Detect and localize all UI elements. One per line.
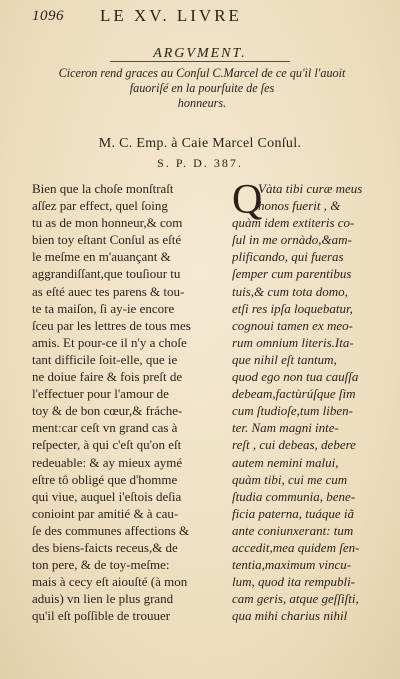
latin-line: reſt , cui debeas, debere [232,437,356,453]
french-line: qui viue, auquel i'eſtois deſia [32,488,182,504]
argument-line: honneurs. [177,96,227,110]
latin-line: cam geris, atque geſſiſti, [232,591,359,607]
latin-line: ante coniunxerant: tum [232,522,354,538]
french-line: amis. Et pour-ce il n'y a choſe [32,334,187,350]
french-line: Bien que la choſe monſtraſt [32,181,174,196]
latin-line: accedit,mea quidem ſen- [232,539,360,555]
heading-rule [110,61,290,62]
latin-line: ſemper cum parentibus [232,266,352,282]
latin-line: debeam,factùrúſque ſim [232,386,356,402]
french-line: ſe des communes affections & [32,522,190,538]
argument-line: Ciceron rend graces au Conſul C.Marcel de ce qu'il l'auoit [58,66,346,80]
running-head: LE XV. LIVRE [100,6,242,25]
french-line: eſtre tô obligé que d'homme [32,471,178,487]
latin-line: cum ſtudioſe,tum liben- [232,403,353,419]
french-line: redeuable: & ay mieux aymé [32,454,183,470]
latin-line: quod ego non tua cauſſa [232,369,359,385]
french-line: aduis) vn lien le plus grand [32,591,174,607]
french-line: conioint par amitié & à cau- [32,505,179,521]
french-line: te ta maiſon, ſi ay-ie encore [32,300,175,316]
latin-line: lum, quod ita rempubli- [232,574,356,590]
letter-address: M. C. Emp. à Caie Marcel Conſul. [98,136,302,151]
latin-line: tentia,maximum vincu- [232,557,352,573]
latin-line: ſtudia communia, bene- [232,488,356,504]
latin-line: cognoui tamen ex meo- [232,317,353,333]
letter-salutation: S. P. D. 387. [157,156,243,170]
latin-line: plificando, qui fueras [232,249,344,265]
latin-line: etſi res ipſa loquebatur, [232,300,353,316]
latin-line: ficia paterna, tuáque iã [232,505,355,521]
latin-line: qua mihi charius nihil [232,608,348,624]
french-line: bien toy eſtant Conſul as eſté [32,232,182,248]
french-column [32,180,228,624]
french-line: ment:car ceſt vn grand cas à [32,420,178,436]
french-line: aggrandiſſant,que touſiour tu [32,266,181,282]
latin-line: quàm tibi, cui me cum [232,471,348,487]
french-line: tant difficile ſoit-elle, que ie [32,351,178,367]
latin-line: quàm idem extiteris co- [232,215,355,231]
french-line: as eſté auec tes parens & tou- [32,283,185,299]
drop-cap: Q [232,177,263,223]
latin-line: que nihil eſt tantum, [232,351,337,367]
french-line: tu as de mon honneur,& com [32,215,183,231]
french-line: ſceu par les lettres de tous mes [32,317,191,333]
french-line: aſſez par effect, quel ſoing [32,198,168,214]
french-line: qu'il eſt poſſible de trouuer [32,608,171,624]
latin-line: autem nemini malui, [232,454,339,470]
latin-line: rum omnium literis.Ita- [232,334,354,350]
latin-line: tuis,& cum tota domo, [232,283,348,299]
french-line: des biens-faicts receus,& de [32,539,178,555]
latin-line: Vàta tibi curæ meus [258,181,363,196]
argument-heading: ARGVMENT. [153,46,247,61]
french-line: ton pere, & de toy-meſme: [32,557,170,573]
latin-line: ter. Nam magni inte- [232,420,339,436]
french-line: mais à cecy eſt aiouſté (à mon [32,574,188,590]
latin-line: ſul in me ornàdo,&am- [232,232,352,248]
latin-column [232,177,378,624]
argument-line: fauoriſé en la pourſuite de ſes [129,81,275,95]
argument-summary [32,66,372,111]
running-header [30,4,370,28]
latin-line: honos fuerit , & [258,198,341,214]
french-line: l'effectuer pour l'amour de [32,386,169,402]
french-line: ne doiue faire & fois preſt de [32,369,183,385]
page-number: 1096 [32,8,64,24]
french-line: le meſme en m'auançant & [32,249,171,265]
french-line: reſpecter, à qui c'eſt qu'on eſt [32,437,182,453]
french-line: toy & de bon cœur,& fráche- [32,403,183,419]
